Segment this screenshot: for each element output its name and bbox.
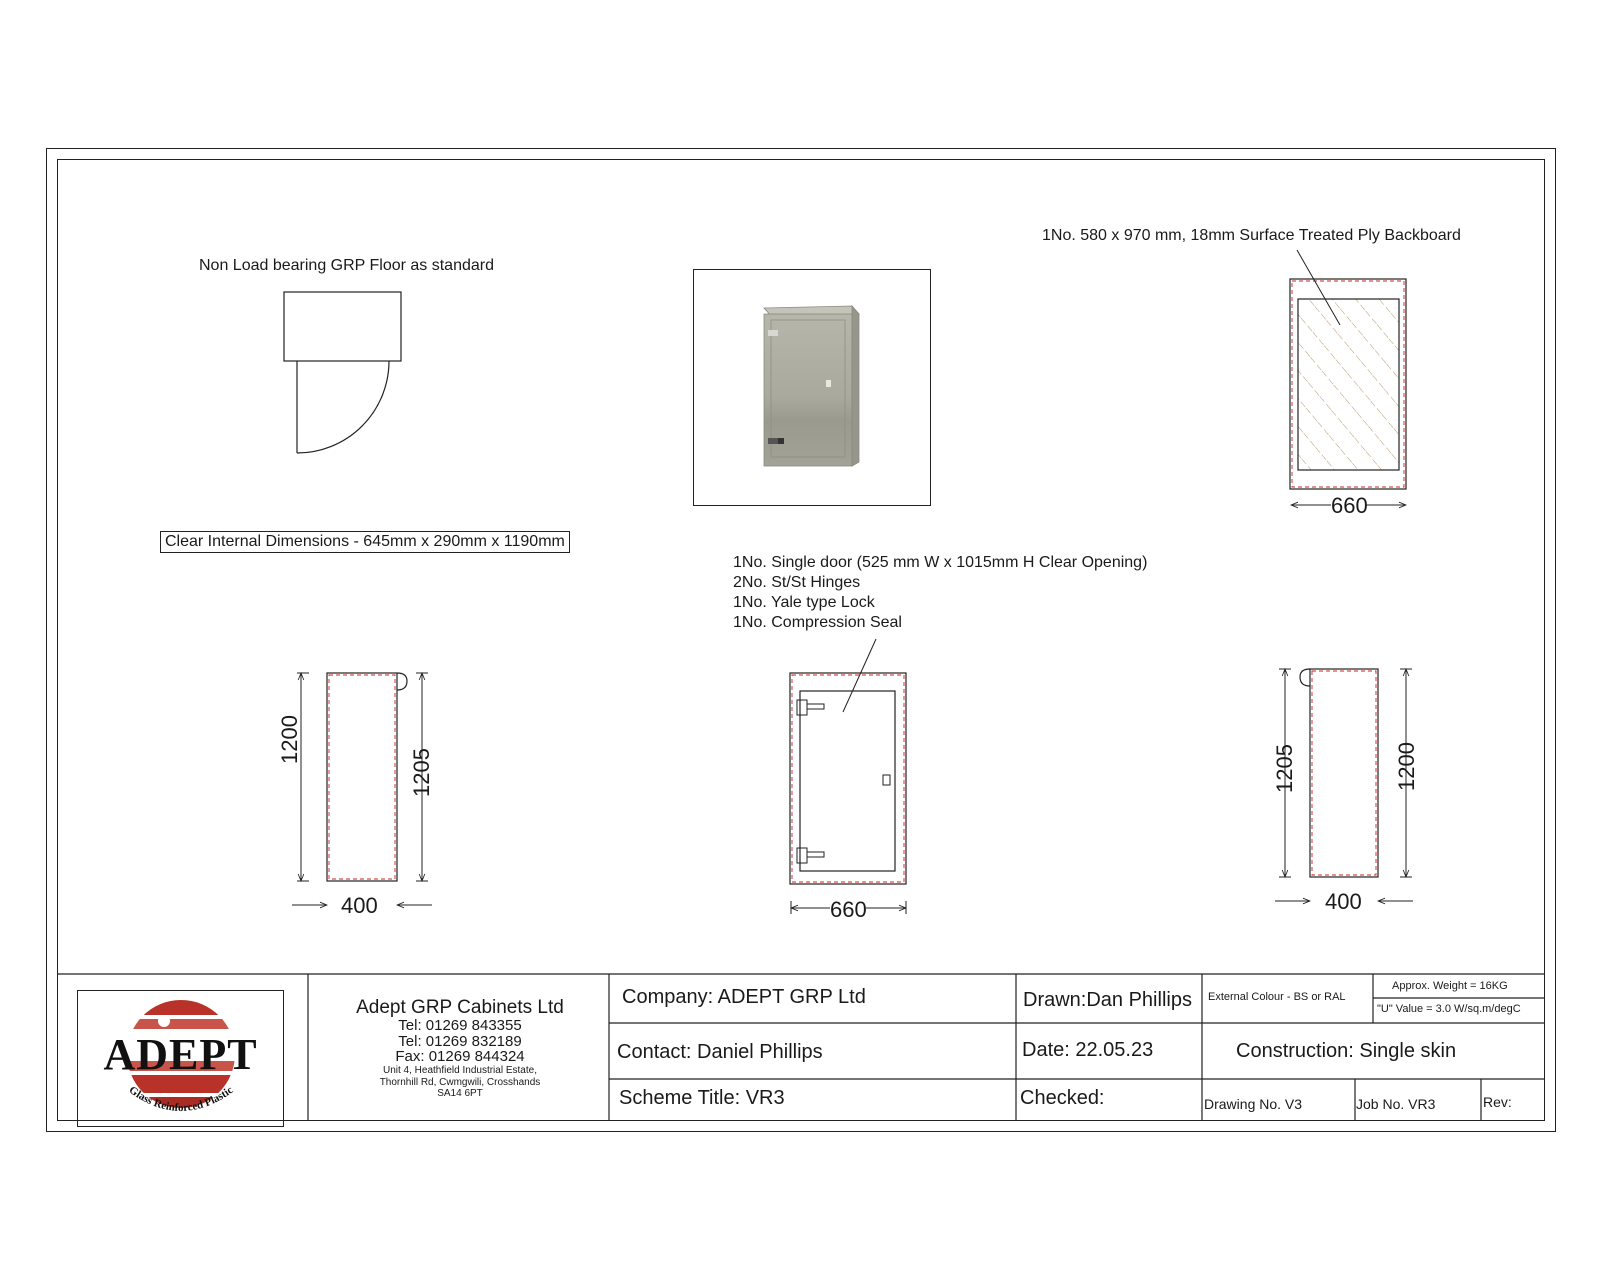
address-line-2: Thornhill Rd, Cwmgwili, Crosshands [379,1076,541,1088]
right-depth-dimension: 400 [1325,889,1362,914]
right-height-inner-dimension: 1205 [1272,744,1297,793]
front-width-dimension: 660 [830,897,867,922]
drawing-number-field: Drawing No. V3 [1204,1096,1303,1112]
right-height-outer-dimension: 1200 [1394,742,1419,791]
weight-field: Approx. Weight = 16KG [1392,980,1508,992]
door-spec-line: 1No. Yale type Lock [733,594,875,611]
floor-note: Non Load bearing GRP Floor as standard [199,257,494,274]
job-number-field: Job No. VR3 [1356,1096,1436,1112]
logo-tagline: Glass Reinforced Plastic [126,1084,236,1115]
drawn-by-field: Drawn:Dan Phillips [1023,989,1192,1011]
door-spec-notes [733,553,1147,633]
company-name: Adept GRP Cabinets Ltd [356,997,564,1018]
fax-number: Fax: 01269 844324 [395,1048,525,1066]
u-value-field: "U" Value = 3.0 W/sq.m/degC [1377,1003,1521,1015]
left-depth-dimension: 400 [341,893,378,918]
construction-field: Construction: Single skin [1236,1040,1457,1062]
telephone-2: Tel: 01269 832189 [398,1032,522,1050]
plan-view [284,292,401,453]
address-postcode: SA14 6PT [437,1088,483,1100]
external-colour-field: External Colour - BS or RAL [1208,991,1346,1003]
clear-internal-dimensions-note: Clear Internal Dimensions - 645mm x 290mm x 1190mm [160,531,570,553]
backboard-note: 1No. 580 x 970 mm, 18mm Surface Treated Ply Backboard [1042,227,1461,244]
backboard-width-dimension: 660 [1331,493,1368,518]
door-spec-line: 2No. St/St Hinges [733,574,861,591]
telephone-1: Tel: 01269 843355 [398,1016,522,1034]
cabinet-render-frame [693,269,931,506]
address-line-1: Unit 4, Heathfield Industrial Estate, [383,1065,537,1077]
revision-field: Rev: [1483,1094,1512,1110]
contact-field: Contact: Daniel Phillips [617,1041,823,1063]
front-elevation [790,639,906,914]
adept-logo [77,990,284,1127]
company-field: Company: ADEPT GRP Ltd [622,986,866,1008]
left-height-outer-dimension: 1200 [277,715,302,764]
door-spec-line: 1No. Single door (525 mm W x 1015mm H Clear Opening) [733,554,1148,571]
backboard-view [1290,250,1406,505]
company-info [310,998,610,1100]
door-spec-line: 1No. Compression Seal [733,614,902,631]
logo-brand-text: ADEPT [103,1030,258,1079]
scheme-title-field: Scheme Title: VR3 [619,1087,785,1109]
left-height-inner-dimension: 1205 [409,748,434,797]
date-field: Date: 22.05.23 [1022,1039,1154,1061]
cabinet-render-image [694,270,930,505]
checked-field: Checked: [1020,1087,1105,1109]
